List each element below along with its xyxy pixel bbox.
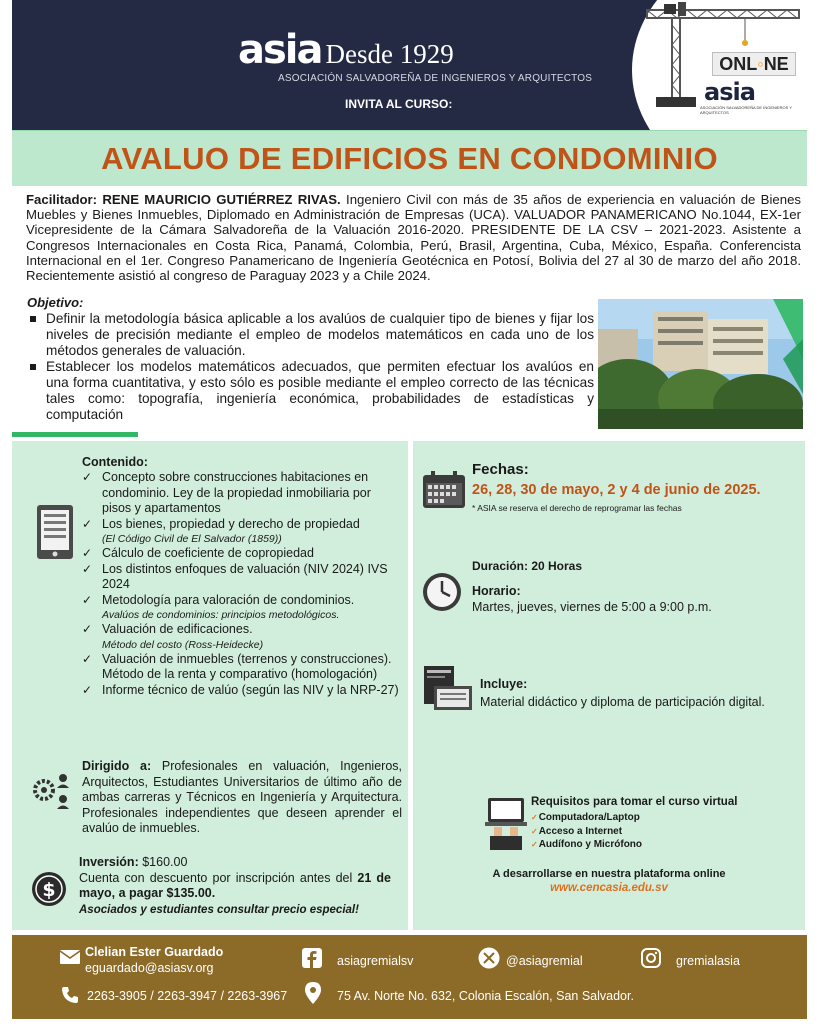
building-photo <box>598 299 803 429</box>
checkmark-icon: ✓ <box>82 651 93 666</box>
location-pin-icon <box>305 982 321 1004</box>
includes-value: Material didáctico y diploma de participación digital. <box>480 695 765 709</box>
logo-subtitle: ASOCIACIÓN SALVADOREÑA DE INGENIEROS Y ARQUITECTOS <box>278 73 593 84</box>
contact-name: Clelian Ester Guardado <box>85 945 224 959</box>
facilitator-paragraph <box>26 192 801 283</box>
instagram-icon <box>641 948 661 968</box>
content-note: (El Código Civil de El Salvador (1859)) <box>102 533 282 545</box>
requirement-item: ✓Acceso a Internet <box>531 825 623 837</box>
asia-mini-subtitle: ASOCIACIÓN SALVADOREÑA DE INGENIEROS Y ARQUITECTOS <box>700 105 792 115</box>
includes-label: Incluye: <box>480 677 528 691</box>
investment-special: Asociados y estudiantes consultar precio especial! <box>79 903 359 916</box>
asia-logo <box>238 27 454 73</box>
audience-text: Profesionales en valuación, Ingenieros, Arquitectos, Estudiantes Universitarios de último año de ambas carreras y Técnicos en Ingeniería y Arquitectura. Profesionales independientes que deseen aprender el avalúo de inmuebles. <box>82 759 402 835</box>
facebook-handle[interactable]: asiagremialsv <box>337 954 414 968</box>
objective-item: Establecer los modelos matemáticos adecuados, que permiten efectuar los avalúos en una forma cuantitativa, y esto sólo es posible mediante el empleo correcto de las técnicas tales como: topografía, ingeniería económica, probabilidades de estadísticas y computación <box>30 359 594 423</box>
contact-email[interactable]: eguardado@asiasv.org <box>85 961 214 975</box>
checkmark-icon: ✓ <box>531 826 538 836</box>
checkmark-icon: ✓ <box>82 622 93 636</box>
dates-label: Fechas: <box>472 461 529 478</box>
content-item: ✓ Valuación de inmuebles (terrenos y construcciones). Método de la renta y comparativo (homologación) <box>82 651 392 681</box>
platform-link[interactable]: www.cencasia.edu.sv <box>550 882 668 894</box>
requirement-item: ✓Computadora/Laptop <box>531 812 640 823</box>
checkmark-icon: ✓ <box>82 516 93 531</box>
requirements-list <box>531 811 642 852</box>
content-item: ✓ Los distintos enfoques de valuación (NIV 2024) IVS 2024 <box>82 561 388 591</box>
checkmark-icon: ✓ <box>82 682 93 697</box>
investment-label: Inversión: <box>79 855 139 869</box>
x-handle[interactable]: @asiagremial <box>506 954 583 968</box>
gears-people-icon <box>30 768 74 812</box>
investment-price: $160.00 <box>138 855 188 869</box>
hours-label: Horario: <box>472 584 521 598</box>
calendar-icon <box>422 471 466 509</box>
dates-note: * ASIA se reserva el derecho de reprogramar las fechas <box>472 503 682 513</box>
checkmark-icon: ✓ <box>531 813 538 822</box>
address: 75 Av. Norte No. 632, Colonia Escalón, San Salvador. <box>337 989 634 1003</box>
content-item: ✓ Metodología para valoración de condominios. Avalúos de condominios: principios metodológicos. <box>82 593 400 623</box>
green-divider <box>12 432 138 437</box>
objective-item: Definir la metodología básica aplicable a los avalúos de cualquier tipo de bienes y fijar los niveles de precisión mediante el empleo de modelos matemáticos en cada uno de los métodos generales de valuación. <box>30 311 594 359</box>
content-item: ✓ Concepto sobre construcciones habitaciones en condominio. Ley de la propiedad inmobiliaria por pisos y apartamentos <box>82 470 371 515</box>
hours-value: Martes, jueves, viernes de 5:00 a 9:00 p.m. <box>472 600 712 614</box>
investment-discount-date: 21 de mayo, a pagar $135.00. <box>79 870 391 900</box>
content-note: Método del costo (Ross-Heidecke) <box>102 638 264 651</box>
instagram-handle[interactable]: gremialasia <box>676 954 740 968</box>
facebook-icon <box>302 948 322 968</box>
checkmark-icon: ✓ <box>531 840 538 849</box>
audience-label: Dirigido a: <box>82 759 152 773</box>
content-item: ✓ Valuación de edificaciones. Método del costo (Ross-Heidecke) <box>82 622 400 652</box>
checkmark-icon: ✓ <box>82 546 93 560</box>
checkmark-icon: ✓ <box>82 470 93 484</box>
email-icon <box>60 950 80 964</box>
content-item: ✓ Cálculo de coeficiente de copropiedad <box>82 546 314 560</box>
investment-discount: Cuenta con descuento por inscripción antes del <box>79 870 358 885</box>
content-item: ✓ Informe técnico de valúo (según las NIV y la NRP-27) <box>82 682 399 697</box>
asia-mini-logo: asia <box>704 78 755 106</box>
duration-text: Duración: 20 Horas <box>472 559 583 573</box>
audience-paragraph <box>82 759 402 837</box>
requirement-item: ✓Audífono y Micrófono <box>531 839 643 850</box>
tablet-icon <box>36 504 74 560</box>
dates-value: 26, 28, 30 de mayo, 2 y 4 de junio de 2025. <box>472 482 761 498</box>
content-note: Avalúos de condominios: principios metodológicos. <box>102 609 340 621</box>
content-list <box>82 470 400 698</box>
facilitator-bio: Ingeniero Civil con más de 35 años de experiencia en valuación de Bienes Muebles y Bienes Inmuebles, Diplomado en Administración de Empresas (UCA). VALUADOR PANAMERICANO No.1044, EX-1er Vicepresidente de la Cámara Salvadoreña de la Valuación 2016-2020. PRESIDENTE DE LA CSV – 2021-2023. Asistente a Congresos Internacionales en Costa Rica, Panamá, Colombia, Perú, Brasil, Argentina, Cuba, México, España. Conferencista Internacional en el 1er. Congreso Panamericano de Ingeniería Geotécnica en Potosí, Bolivia del 27 al 30 de marzo del año 2018. Recientemente asistió al congreso de Paraguay 2023 y a Chile 2024. <box>26 192 801 284</box>
laptop-user-icon <box>484 796 528 852</box>
facilitator-label: Facilitador: RENE MAURICIO GUTIÉRREZ RIVAS. <box>26 192 341 207</box>
books-icon <box>422 664 474 712</box>
online-badge: ONL◦NE <box>712 52 796 76</box>
phone-numbers: 2263-3905 / 2263-3947 / 2263-3967 <box>87 989 288 1003</box>
clock-icon <box>421 571 463 613</box>
investment-paragraph <box>79 855 391 918</box>
checkmark-icon: ✓ <box>82 592 93 607</box>
x-icon <box>478 947 500 969</box>
objective-list <box>30 311 594 423</box>
logo-since: Desde 1929 <box>325 39 454 69</box>
title-band <box>12 130 807 186</box>
objective-title: Objetivo: <box>27 295 84 310</box>
requirements-title: Requisitos para tomar el curso virtual <box>531 796 738 808</box>
phone-icon <box>60 985 80 1005</box>
checkmark-icon: ✓ <box>82 561 93 576</box>
content-title: Contenido: <box>82 455 148 469</box>
platform-text: A desarrollarse en nuestra plataforma online <box>492 868 726 880</box>
course-title: AVALUO DE EDIFICIOS EN CONDOMINIO <box>101 141 718 176</box>
invite-text: INVITA AL CURSO: <box>345 97 453 111</box>
logo-word: asia <box>238 27 322 73</box>
content-item: ✓ Los bienes, propiedad y derecho de propiedad (El Código Civil de El Salvador (1859)) <box>82 517 400 547</box>
svg-text:$: $ <box>42 879 56 901</box>
dollar-icon <box>31 871 67 907</box>
